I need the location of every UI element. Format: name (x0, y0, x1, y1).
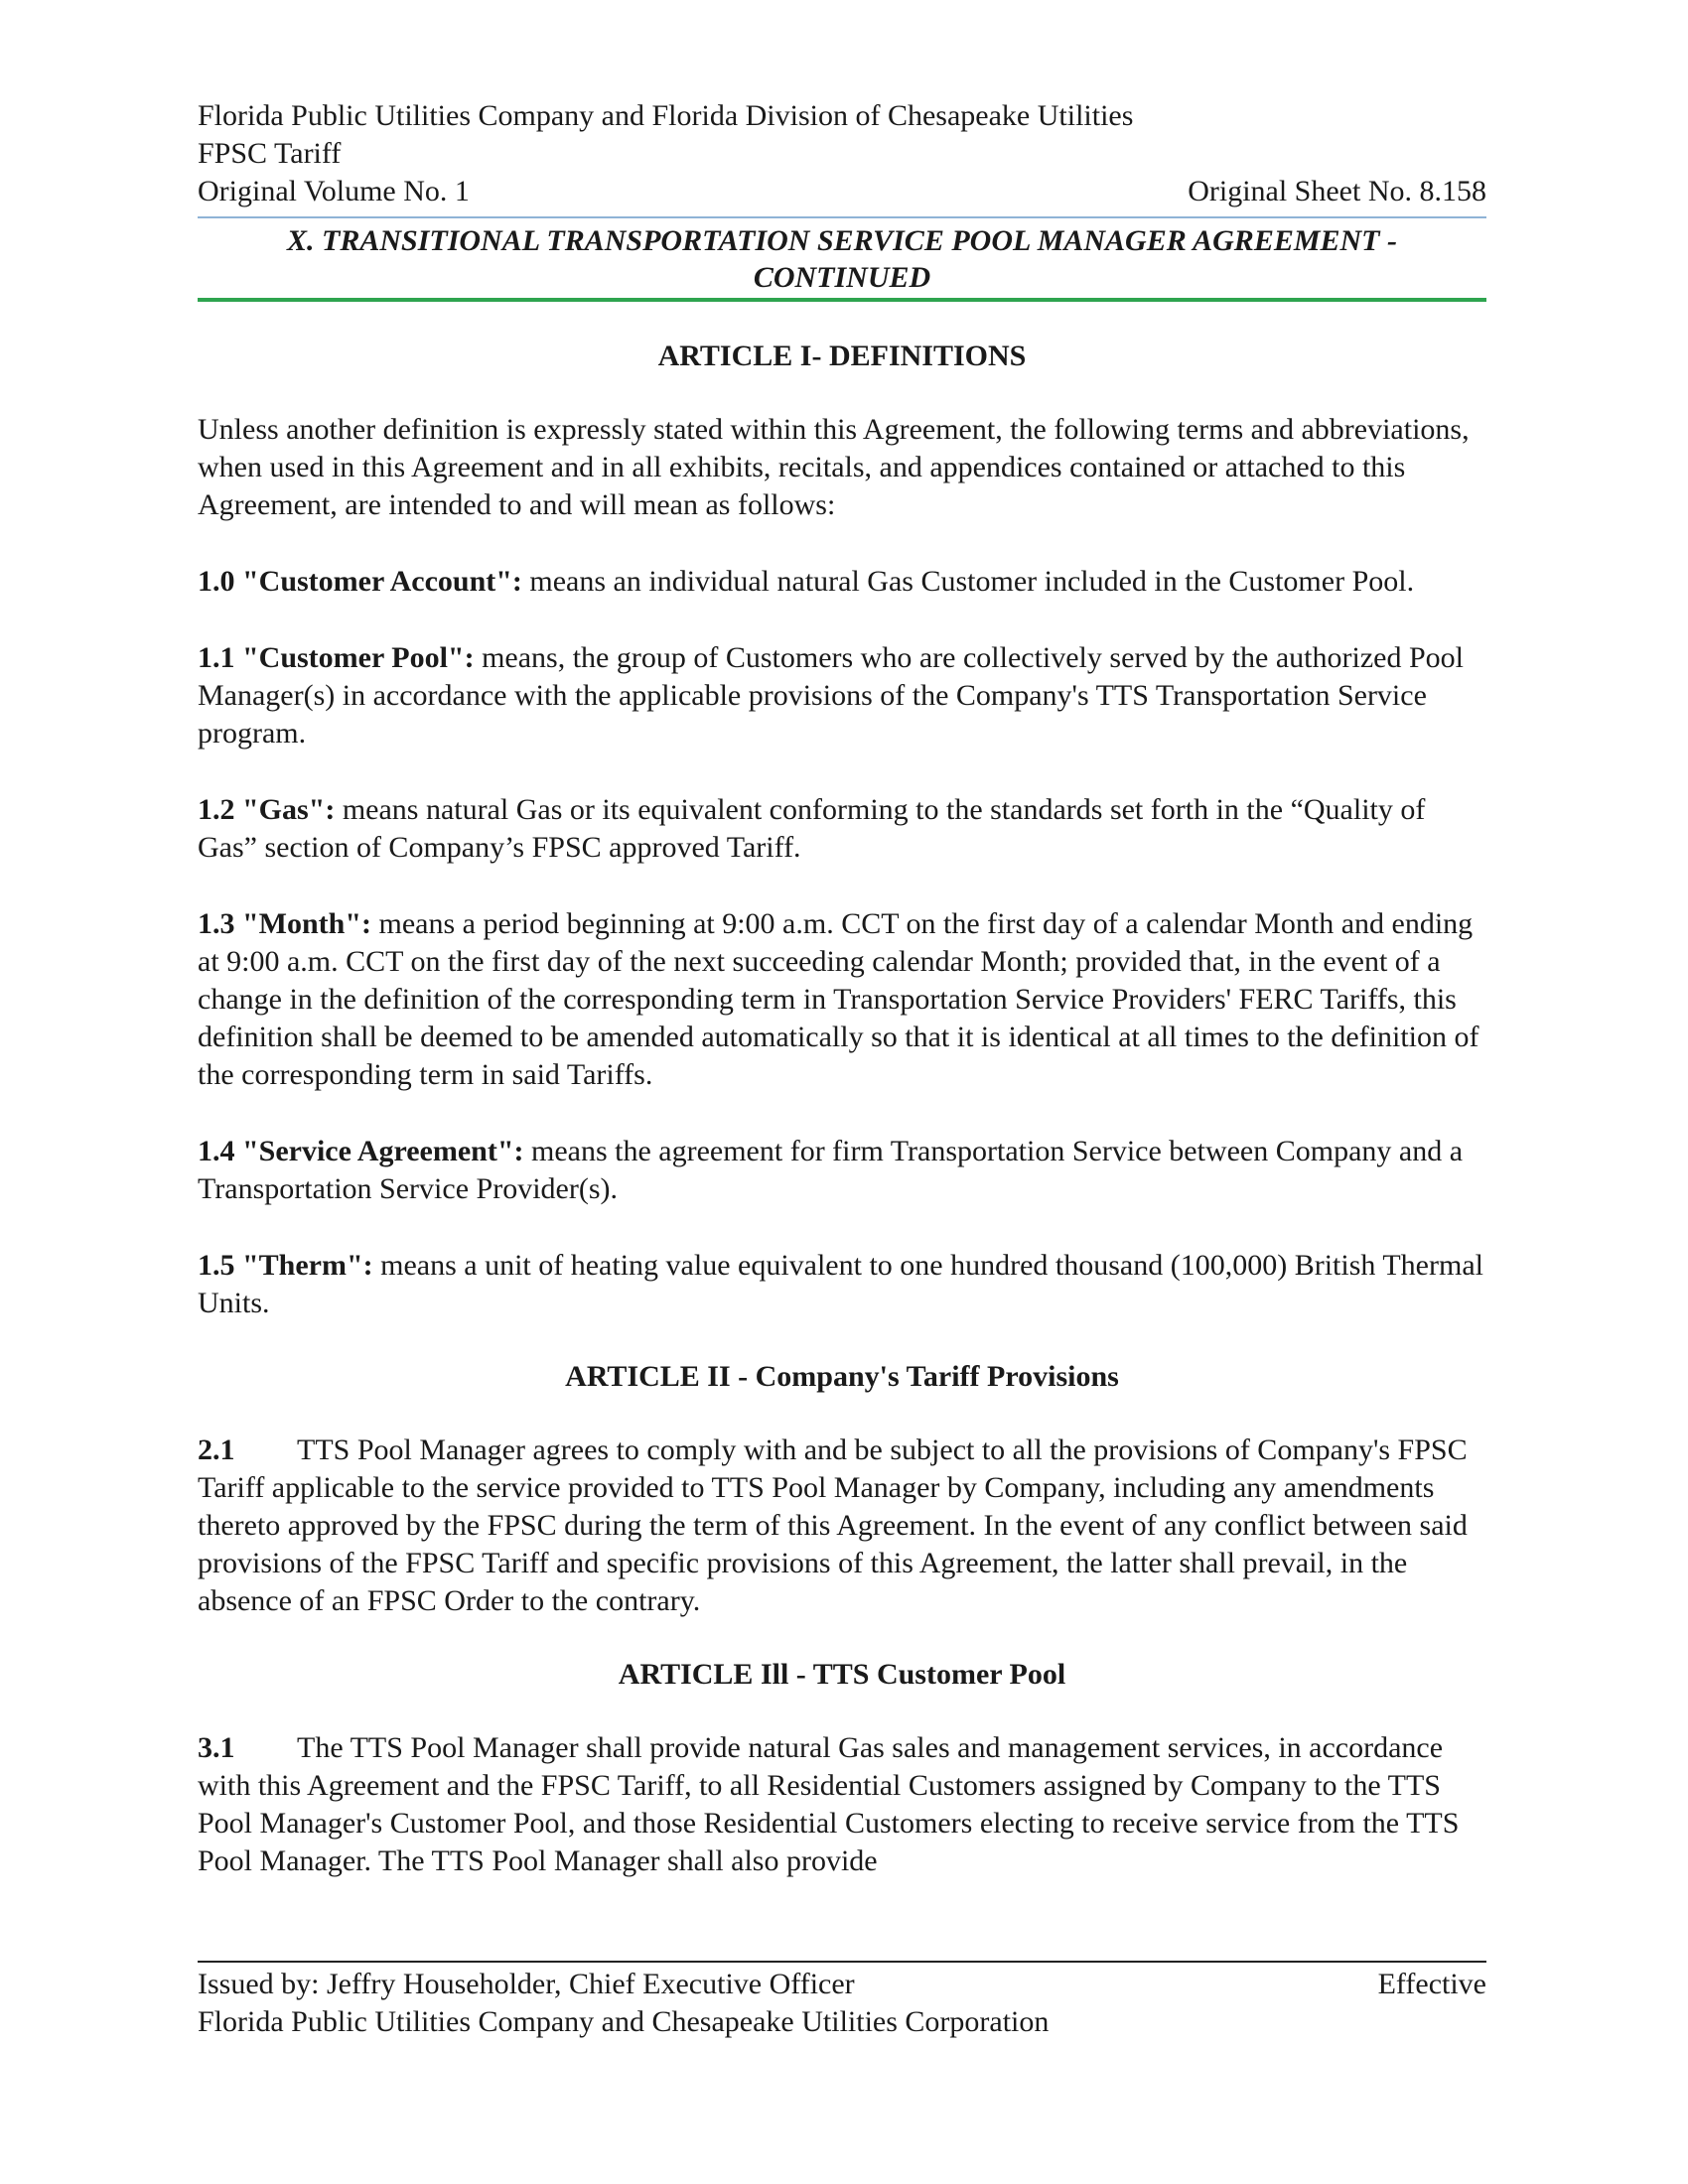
section-divider (198, 298, 1486, 302)
definition-term: 1.1 "Customer Pool": (198, 641, 475, 674)
article-1-title: ARTICLE I- DEFINITIONS (657, 340, 1027, 372)
header-tariff: FPSC Tariff (198, 137, 342, 170)
definition-term: 1.0 "Customer Account": (198, 565, 522, 598)
definition-text: means, the group of Customers who are collectively served by the authorized Pool Manager(s) in accordance with the applicable provisions of the Company's TTS Transportation Service program. (198, 641, 1464, 750)
article-2-clause (198, 1432, 1486, 1620)
clause-number: 2.1 (198, 1433, 235, 1466)
definition-text: means an individual natural Gas Customer included in the Customer Pool. (521, 565, 1415, 598)
article-2-title: ARTICLE II - Company's Tariff Provisions (565, 1360, 1119, 1393)
clause-text: TTS Pool Manager agrees to comply with and be subject to all the provisions of Company's FPSC Tariff applicable to the service provided to TTS Pool Manager by Company, including any amendments thereto approved by the FPSC during the term of this Agreement. In the event of any conflict between said provisions of the FPSC Tariff and specific provisions of this Agreement, the latter shall prevail, in the absence of an FPSC Order to the contrary. (198, 1433, 1468, 1617)
header-company: Florida Public Utilities Company and Florida Division of Chesapeake Utilities (198, 99, 1134, 132)
header-divider (198, 216, 1486, 218)
article-3-title: ARTICLE Ill - TTS Customer Pool (618, 1658, 1066, 1691)
definition-1-4 (198, 1133, 1486, 1208)
definition-1-0 (198, 563, 1486, 601)
definition-text: means the agreement for firm Transportation Service between Company and a Transportation Service Provider(s). (198, 1135, 1464, 1205)
article-3-clause (198, 1729, 1486, 1880)
definition-term: 1.2 "Gas": (198, 793, 336, 826)
definition-term: 1.3 "Month": (198, 907, 371, 940)
header-volume-row (198, 173, 1486, 210)
footer-divider (198, 1961, 1486, 1963)
definition-1-5 (198, 1247, 1486, 1322)
footer-issued-by: Issued by: Jeffry Householder, Chief Executive Officer (198, 1968, 855, 2000)
definition-text: means natural Gas or its equivalent conforming to the standards set forth in the “Quality of Gas” section of Company’s FPSC approved Tariff. (198, 793, 1426, 864)
definition-term: 1.5 "Therm": (198, 1249, 373, 1282)
section-title: X. TRANSITIONAL TRANSPORTATION SERVICE POOL MANAGER AGREEMENT - CONTINUED (286, 224, 1397, 294)
header-sheet-number: Original Sheet No. 8.158 (1188, 175, 1486, 207)
clause-number: 3.1 (198, 1731, 235, 1764)
footer-effective: Effective (1377, 1968, 1486, 2000)
clause-text: The TTS Pool Manager shall provide natural Gas sales and management services, in accordance with this Agreement and the FPSC Tariff, to all Residential Customers assigned by Company to the TTS Pool Manager's Customer Pool, and those Residential Customers electing to receive service from the TTS Pool Manager. The TTS Pool Manager shall also provide (198, 1731, 1460, 1877)
definition-term: 1.4 "Service Agreement": (198, 1135, 524, 1167)
article-1-intro: Unless another definition is expressly stated within this Agreement, the following terms and abbreviations, when used in this Agreement and in all exhibits, recitals, and appendices contained or attached to this Agreement, are intended to and will mean as follows: (198, 413, 1470, 521)
footer-issued-row (198, 1966, 1486, 2003)
definition-1-1 (198, 639, 1486, 752)
document-page (198, 97, 1486, 1880)
definition-1-2 (198, 791, 1486, 867)
page-footer (198, 1961, 1486, 2041)
definition-text: means a period beginning at 9:00 a.m. CCT on the first day of a calendar Month and ending at 9:00 a.m. CCT on the first day of the next succeeding calendar Month; provided that, in the event of a change in the definition of the corresponding term in Transportation Service Providers' FERC Tariffs, this definition shall be deemed to be amended automatically so that it is identical at all times to the definition of the corresponding term in said Tariffs. (198, 907, 1479, 1091)
definition-text: means a unit of heating value equivalent to one hundred thousand (100,000) British Thermal Units. (198, 1249, 1483, 1319)
footer-company: Florida Public Utilities Company and Chesapeake Utilities Corporation (198, 2005, 1050, 2038)
header-volume: Original Volume No. 1 (198, 175, 470, 207)
definition-1-3 (198, 905, 1486, 1094)
